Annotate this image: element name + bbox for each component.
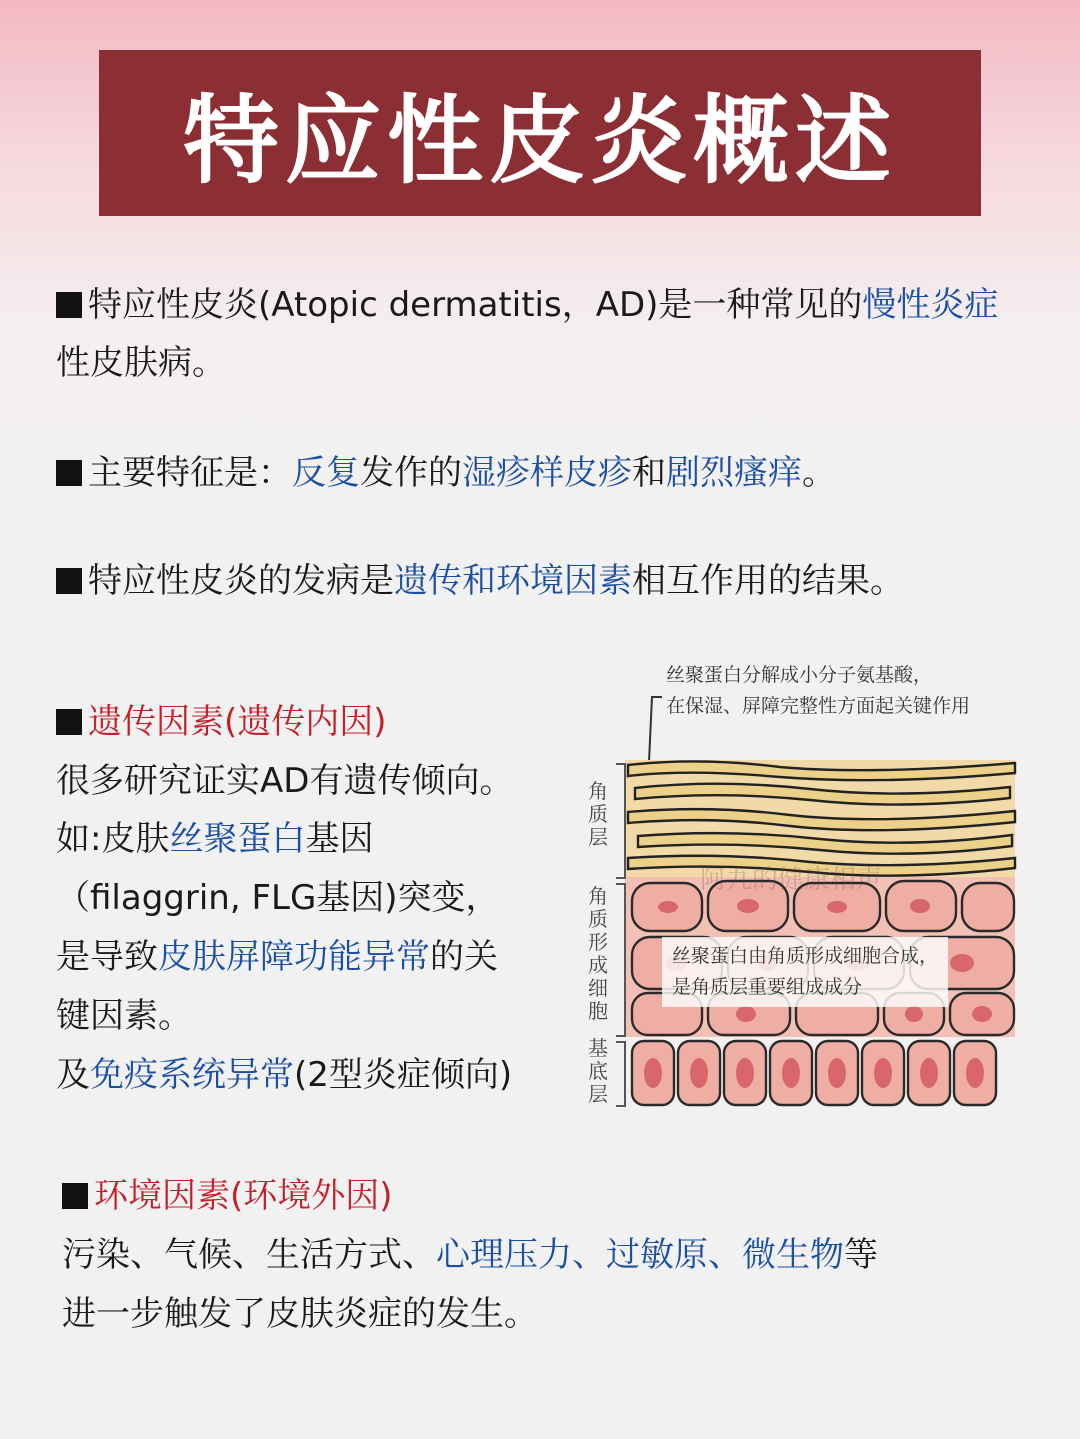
basal-cells <box>632 1041 996 1105</box>
genetic-line-3: （filaggrin, FLG基因)突变， <box>56 878 500 918</box>
environment-triggers-highlight: 心理压力、过敏原、微生物 <box>436 1235 844 1275</box>
environment-line-1-end: 等 <box>844 1235 878 1275</box>
features-and: 和 <box>632 453 666 493</box>
feature-eczema-rash: 湿疹样皮疹 <box>462 453 632 493</box>
bullet-square-icon <box>56 709 82 735</box>
environment-heading <box>62 1167 393 1225</box>
pathogenesis-highlight: 遗传和环境因素 <box>394 561 632 601</box>
barrier-dysfunction-highlight: 皮肤屏障功能异常 <box>158 937 430 977</box>
genetic-line-2-end: 基因 <box>305 819 374 859</box>
intro-highlight: 慢性炎症 <box>862 285 999 325</box>
bullet-square-icon <box>62 1183 88 1209</box>
filaggrin-breakdown-line-1: 丝聚蛋白分解成小分子氨基酸， <box>666 664 933 686</box>
features-end: 。 <box>802 453 836 493</box>
genetic-heading <box>56 693 387 751</box>
feature-recurrent: 反复 <box>292 453 360 493</box>
pathogenesis-paragraph <box>56 552 1036 610</box>
bullet-square-icon <box>56 292 82 318</box>
environment-line-1 <box>62 1226 878 1284</box>
features-paragraph <box>56 444 1036 502</box>
genetic-line-6-end: (2型炎症倾向) <box>294 1055 513 1095</box>
brace-keratinocytes <box>616 883 626 1037</box>
genetic-line-2 <box>56 810 373 868</box>
features-label: 主要特征是： <box>88 453 292 493</box>
brace-stratum-corneum <box>616 763 626 879</box>
pathogenesis-text-end: 相互作用的结果。 <box>632 561 904 601</box>
features-text: 发作的 <box>360 453 462 493</box>
environment-line-2: 进一步触发了皮肤炎症的发生。 <box>62 1294 538 1334</box>
label-stratum-corneum: 角质层 <box>588 779 608 849</box>
skin-layer-diagram <box>580 655 1040 1125</box>
basal-nuclei <box>644 1058 984 1088</box>
genetic-line-6 <box>56 1046 512 1104</box>
genetic-line-2-text: 如:皮肤 <box>56 819 170 859</box>
watermark: 阿九的健康相声 <box>700 865 883 895</box>
genetic-line-4 <box>56 928 498 986</box>
filaggrin-synthesis-line-1: 丝聚蛋白由角质形成细胞合成， <box>672 945 939 967</box>
genetic-line-5: 键因素。 <box>56 996 192 1036</box>
filaggrin-highlight: 丝聚蛋白 <box>169 819 306 859</box>
label-keratinocytes: 角质形成细胞 <box>588 884 608 1023</box>
intro-text: 特应性皮炎(Atopic dermatitis，AD)是一种常见的 <box>88 285 863 325</box>
genetic-heading-text: 遗传因素(遗传内因) <box>88 702 387 742</box>
brace-basal <box>616 1041 626 1107</box>
genetic-line-4-text: 是导致 <box>56 937 158 977</box>
environment-line-1-text: 污染、气候、生活方式、 <box>62 1235 436 1275</box>
title-banner <box>99 50 981 216</box>
genetic-line-6-text: 及 <box>56 1055 90 1095</box>
bullet-square-icon <box>56 568 82 594</box>
genetic-line-1: 很多研究证实AD有遗传倾向。 <box>56 761 514 801</box>
intro-text-end: 性皮肤病。 <box>56 343 226 383</box>
environment-heading-text: 环境因素(环境外因) <box>94 1176 393 1216</box>
genetic-line-4-end: 的关 <box>430 937 498 977</box>
filaggrin-breakdown-line-2: 在保湿、屏障完整性方面起关键作用 <box>666 695 971 717</box>
filaggrin-synthesis-note <box>662 937 948 1007</box>
immune-abnormality-highlight: 免疫系统异常 <box>90 1055 294 1095</box>
pathogenesis-text: 特应性皮炎的发病是 <box>88 561 394 601</box>
label-basal: 基底层 <box>588 1036 608 1106</box>
bullet-square-icon <box>56 460 82 486</box>
feature-itch: 剧烈瘙痒 <box>666 453 802 493</box>
page-title: 特应性皮炎概述 <box>183 84 897 197</box>
filaggrin-synthesis-line-2: 是角质层重要组成成分 <box>672 976 863 998</box>
intro-paragraph <box>56 276 1016 392</box>
